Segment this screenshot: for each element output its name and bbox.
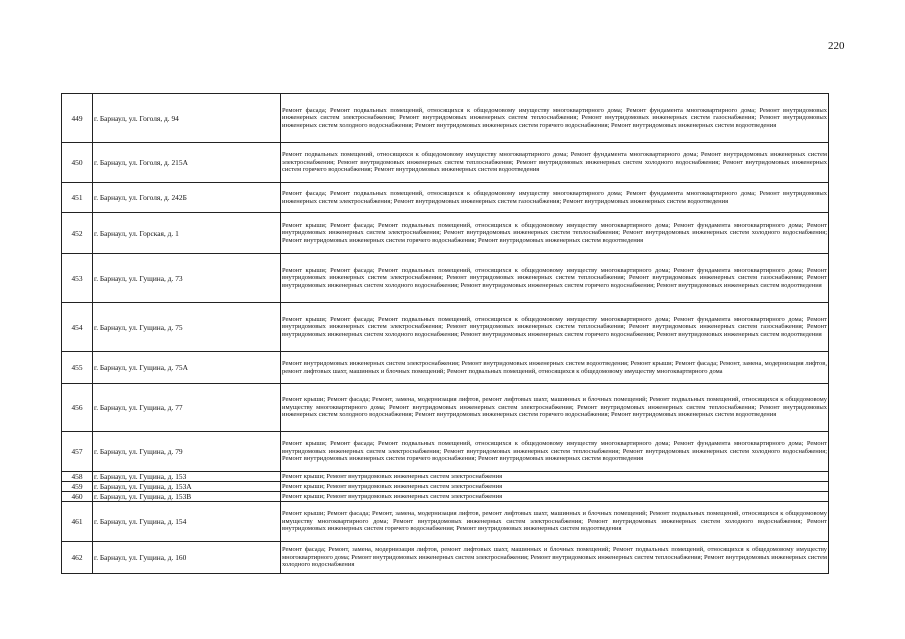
row-works: Ремонт крыши; Ремонт фасада; Ремонт подвальных помещений, относящихся к общедомовому имуществу многоквартирного дома; Ремонт фундамента многоквартирного дома; Ремонт внутридомовых инженерных систем электроснабжения; Ремонт внутридомовых инженерных систем теплоснабжения; Ремонт внутридомовых инженерных систем холодного водоснабжения; Ремонт внутридомовых инженерных систем горячего водоснабжения; Ремонт внутридомовых инженерных систем водоотведения — [281, 432, 829, 472]
row-works: Ремонт крыши; Ремонт внутридомовых инженерных систем электроснабжения — [281, 482, 829, 492]
row-address: г. Барнаул, ул. Гоголя, д. 242Б — [93, 183, 281, 213]
row-works: Ремонт подвальных помещений, относящихся к общедомовому имуществу многоквартирного дома; Ремонт фундамента многоквартирного дома; Ремонт внутридомовых инженерных систем электроснабжения; Ремонт внутридомовых инженерных систем теплоснабжения; Ремонт внутридомовых инженерных систем холодного водоснабжения; Ремонт внутридомовых инженерных систем горячего водоснабжения; Ремонт внутридомовых инженерных систем водоотведения — [281, 143, 829, 183]
table-row — [62, 472, 829, 482]
row-number: 460 — [62, 492, 93, 502]
table-row — [62, 303, 829, 352]
row-number: 453 — [62, 254, 93, 303]
row-number: 459 — [62, 482, 93, 492]
row-address: г. Барнаул, ул. Гоголя, д. 94 — [93, 94, 281, 143]
repair-works-table — [61, 93, 829, 574]
row-number: 454 — [62, 303, 93, 352]
row-works: Ремонт фасада; Ремонт подвальных помещений, относящихся к общедомовому имуществу многоквартирного дома; Ремонт фундамента многоквартирного дома; Ремонт внутридомовых инженерных систем электроснабжения; Ремонт внутридомовых инженерных систем теплоснабжения; Ремонт внутридомовых инженерных систем газоснабжения; Ремонт внутридомовых инженерных систем холодного водоснабжения; Ремонт внутридомовых инженерных систем горячего водоснабжения; Ремонт внутридомовых инженерных систем водоотведения — [281, 94, 829, 143]
row-address: г. Барнаул, ул. Гущина, д. 160 — [93, 542, 281, 574]
row-number: 462 — [62, 542, 93, 574]
row-works: Ремонт крыши; Ремонт внутридомовых инженерных систем электроснабжения — [281, 472, 829, 482]
table-row — [62, 482, 829, 492]
table-row — [62, 183, 829, 213]
table-row — [62, 213, 829, 254]
table-row — [62, 352, 829, 384]
row-works: Ремонт внутридомовых инженерных систем электроснабжения; Ремонт внутридомовых инженерных систем водоотведения; Ремонт крыши; Ремонт фасада; Ремонт, замена, модернизация лифтов, ремонт лифтовых шахт, машинных и блочных помещений; Ремонт подвальных помещений, относящихся к общедомовому имуществу многоквартирного дома — [281, 352, 829, 384]
row-address: г. Барнаул, ул. Гущина, д. 154 — [93, 502, 281, 542]
row-address: г. Барнаул, ул. Гущина, д. 153А — [93, 482, 281, 492]
table-row — [62, 143, 829, 183]
row-works: Ремонт крыши; Ремонт фасада; Ремонт подвальных помещений, относящихся к общедомовому имуществу многоквартирного дома; Ремонт фундамента многоквартирного дома; Ремонт внутридомовых инженерных систем электроснабжения; Ремонт внутридомовых инженерных систем теплоснабжения; Ремонт внутридомовых инженерных систем газоснабжения; Ремонт внутридомовых инженерных систем холодного водоснабжения; Ремонт внутридомовых инженерных систем горячего водоснабжения; Ремонт внутридомовых инженерных систем водоотведения — [281, 254, 829, 303]
row-address: г. Барнаул, ул. Гущина, д. 73 — [93, 254, 281, 303]
row-address: г. Барнаул, ул. Гущина, д. 77 — [93, 384, 281, 432]
row-number: 452 — [62, 213, 93, 254]
page-number: 220 — [828, 40, 845, 52]
table-row — [62, 492, 829, 502]
table-row — [62, 254, 829, 303]
row-number: 461 — [62, 502, 93, 542]
row-address: г. Барнаул, ул. Гоголя, д. 215А — [93, 143, 281, 183]
row-works: Ремонт фасада; Ремонт подвальных помещений, относящихся к общедомовому имуществу многоквартирного дома; Ремонт фундамента многоквартирного дома; Ремонт внутридомовых инженерных систем электроснабжения; Ремонт внутридомовых инженерных систем газоснабжения; Ремонт внутридомовых инженерных систем водоотведения — [281, 183, 829, 213]
row-works: Ремонт крыши; Ремонт фасада; Ремонт, замена, модернизация лифтов, ремонт лифтовых шахт, машинных и блочных помещений; Ремонт подвальных помещений, относящихся к общедомовому имуществу многоквартирного дома; Ремонт внутридомовых инженерных систем электроснабжения; Ремонт внутридомовых инженерных систем холодного водоснабжения; Ремонт внутридомовых инженерных систем горячего водоснабжения; Ремонт внутридомовых инженерных систем водоотведения — [281, 502, 829, 542]
row-number: 457 — [62, 432, 93, 472]
row-number: 456 — [62, 384, 93, 432]
row-works: Ремонт крыши; Ремонт внутридомовых инженерных систем электроснабжения — [281, 492, 829, 502]
row-number: 451 — [62, 183, 93, 213]
row-address: г. Барнаул, ул. Гущина, д. 153В — [93, 492, 281, 502]
table-row — [62, 542, 829, 574]
table-row — [62, 384, 829, 432]
row-number: 450 — [62, 143, 93, 183]
row-address: г. Барнаул, ул. Гущина, д. 79 — [93, 432, 281, 472]
row-number: 458 — [62, 472, 93, 482]
row-address: г. Барнаул, ул. Горская, д. 1 — [93, 213, 281, 254]
table-row — [62, 94, 829, 143]
row-works: Ремонт крыши; Ремонт фасада; Ремонт подвальных помещений, относящихся к общедомовому имуществу многоквартирного дома; Ремонт фундамента многоквартирного дома; Ремонт внутридомовых инженерных систем электроснабжения; Ремонт внутридомовых инженерных систем теплоснабжения; Ремонт внутридомовых инженерных систем газоснабжения; Ремонт внутридомовых инженерных систем холодного водоснабжения; Ремонт внутридомовых инженерных систем горячего водоснабжения; Ремонт внутридомовых инженерных систем водоотведения — [281, 303, 829, 352]
row-number: 455 — [62, 352, 93, 384]
row-works: Ремонт крыши; Ремонт фасада; Ремонт подвальных помещений, относящихся к общедомовому имуществу многоквартирного дома; Ремонт фундамента многоквартирного дома; Ремонт внутридомовых инженерных систем электроснабжения; Ремонт внутридомовых инженерных систем теплоснабжения; Ремонт внутридомовых инженерных систем холодного водоснабжения; Ремонт внутридомовых инженерных систем горячего водоснабжения; Ремонт внутридомовых инженерных систем водоотведения — [281, 213, 829, 254]
row-address: г. Барнаул, ул. Гущина, д. 153 — [93, 472, 281, 482]
table-row — [62, 432, 829, 472]
row-works: Ремонт фасада; Ремонт, замена, модернизация лифтов, ремонт лифтовых шахт, машинных и блочных помещений; Ремонт подвальных помещений, относящихся к общедомовому имуществу многоквартирного дома; Ремонт внутридомовых инженерных систем электроснабжения; Ремонт внутридомовых инженерных систем теплоснабжения; Ремонт внутридомовых инженерных систем холодного водоснабжения — [281, 542, 829, 574]
row-address: г. Барнаул, ул. Гущина, д. 75 — [93, 303, 281, 352]
row-works: Ремонт крыши; Ремонт фасада; Ремонт, замена, модернизация лифтов, ремонт лифтовых шахт, машинных и блочных помещений; Ремонт подвальных помещений, относящихся к общедомовому имуществу многоквартирного дома; Ремонт внутридомовых инженерных систем электроснабжения; Ремонт внутридомовых инженерных систем теплоснабжения; Ремонт внутридомовых инженерных систем холодного водоснабжения; Ремонт внутридомовых инженерных систем горячего водоснабжения; Ремонт внутридомовых инженерных систем водоотведения — [281, 384, 829, 432]
table-row — [62, 502, 829, 542]
table-body — [62, 94, 829, 574]
row-address: г. Барнаул, ул. Гущина, д. 75А — [93, 352, 281, 384]
row-number: 449 — [62, 94, 93, 143]
